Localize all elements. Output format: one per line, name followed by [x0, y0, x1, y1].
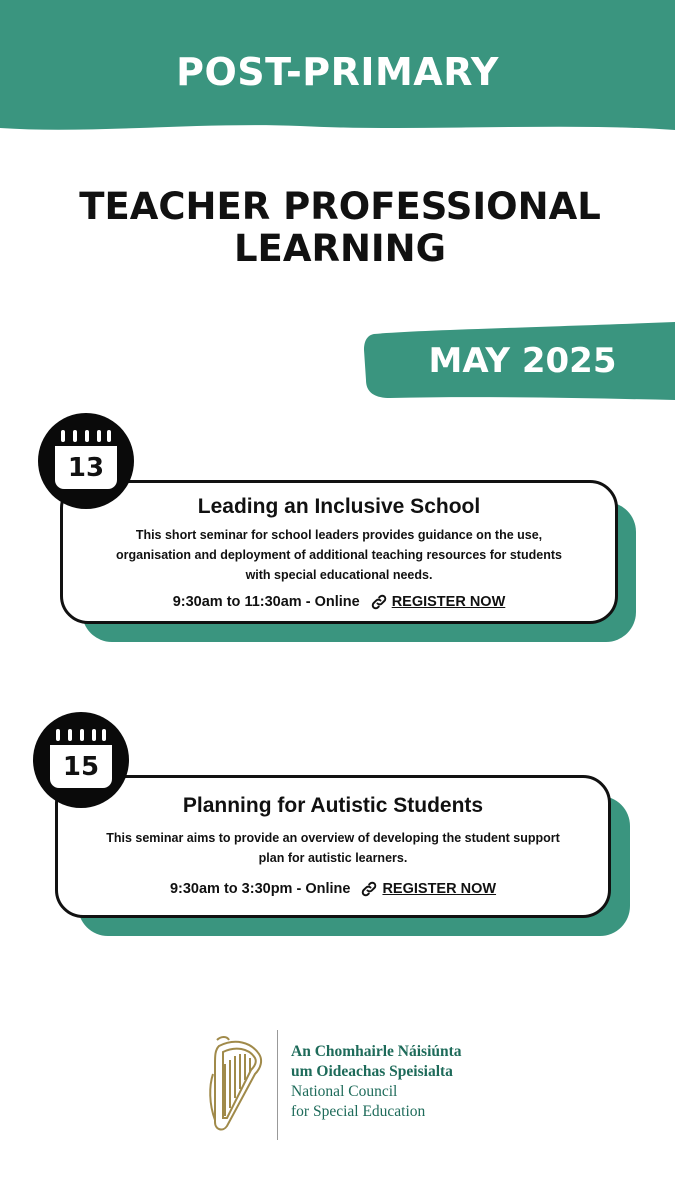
- ncse-logo: [205, 1030, 475, 1140]
- event-title: Leading an Inclusive School: [197, 495, 481, 518]
- event-card: [55, 775, 611, 918]
- event-time-row: [58, 880, 608, 898]
- event-description-line: organisation and deployment of additional teaching resources for students: [116, 548, 562, 562]
- register-now-link[interactable]: [370, 593, 506, 611]
- date-day: 13: [67, 453, 105, 483]
- date-day: 15: [62, 752, 100, 782]
- header-band: [0, 0, 675, 140]
- event-description-line: This seminar aims to provide an overview of developing the student support: [106, 831, 560, 845]
- date-badge: [33, 712, 129, 808]
- harp-icon: [205, 1034, 267, 1136]
- logo-divider: [277, 1030, 278, 1140]
- page-title-line2: LEARNING: [233, 227, 447, 270]
- event-time: 9:30am to 3:30pm - Online: [169, 881, 351, 897]
- logo-text: [291, 1042, 462, 1122]
- category-title: POST-PRIMARY: [176, 50, 499, 94]
- event-title: Planning for Autistic Students: [182, 794, 484, 817]
- register-now-link[interactable]: [360, 880, 496, 898]
- logo-irish-line1: An Chomhairle Náisiúnta: [291, 1043, 462, 1060]
- event-description: [63, 525, 615, 585]
- event-description-line: This short seminar for school leaders provides guidance on the use,: [135, 528, 543, 542]
- date-badge: [38, 413, 134, 509]
- month-label: MAY 2025: [428, 341, 617, 381]
- event-description-line: with special educational needs.: [245, 568, 433, 582]
- logo-english-line1: National Council: [291, 1083, 398, 1100]
- event-time: 9:30am to 11:30am - Online: [172, 594, 360, 610]
- event-time-row: [63, 593, 615, 611]
- link-icon: [360, 880, 378, 898]
- logo-english-line2: for Special Education: [291, 1103, 426, 1120]
- page-title: [40, 186, 640, 270]
- page-title-line1: TEACHER PROFESSIONAL: [79, 185, 601, 228]
- event-description: [58, 828, 608, 868]
- event-description-line: plan for autistic learners.: [258, 851, 408, 865]
- month-banner: [360, 320, 675, 402]
- register-now-label[interactable]: REGISTER NOW: [391, 594, 506, 610]
- event-card: [60, 480, 618, 624]
- link-icon: [370, 593, 388, 611]
- logo-irish-line2: um Oideachas Speisialta: [291, 1063, 453, 1080]
- register-now-label[interactable]: REGISTER NOW: [382, 881, 497, 897]
